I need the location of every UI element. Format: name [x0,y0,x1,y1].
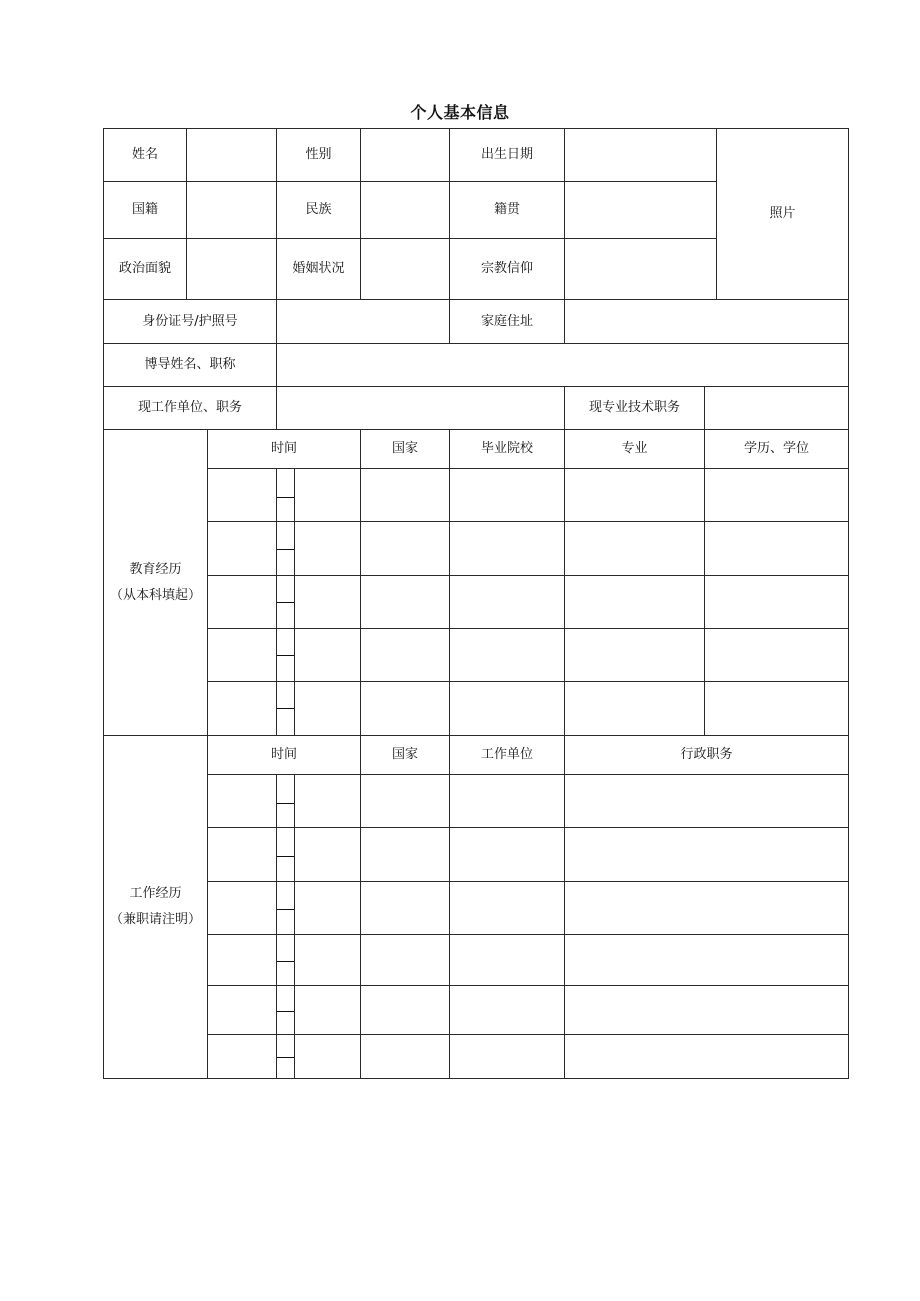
work-row-4-country-field[interactable] [361,935,449,985]
work-header-time: 时间 [270,747,297,762]
work-row-2-end-date-field[interactable] [295,828,360,881]
education-row-5-school-field[interactable] [450,682,564,735]
work-row-4-start-date-field[interactable] [208,935,276,985]
education-row-4-end-date-field[interactable] [295,629,360,681]
work-row-3-position-field[interactable] [565,882,848,934]
education-row-2-school-field[interactable] [450,522,564,575]
education-row-2-end-date-field[interactable] [295,522,360,575]
work-row-2-country-field[interactable] [361,828,449,881]
work-row-3-employer-field[interactable] [450,882,564,934]
education-row-1-major-field[interactable] [565,469,704,521]
education-header-major: 专业 [621,441,648,456]
supervisor-field[interactable] [277,344,848,386]
work-row-5-end-date-field[interactable] [295,986,360,1034]
education-row-3-country-field[interactable] [361,576,449,628]
work-row-2-start-date-field[interactable] [208,828,276,881]
current-title-label: 现专业技术职务 [588,400,680,415]
supervisor-label: 博导姓名、职称 [144,357,236,372]
work-row-5-country-field[interactable] [361,986,449,1034]
ethnicity-label: 民族 [305,202,332,217]
work-note: （兼职请注明） [109,912,201,927]
work-row-6-start-date-field[interactable] [208,1035,276,1078]
education-row-1-degree-field[interactable] [705,469,848,521]
nationality-field[interactable] [187,182,276,238]
gender-label: 性别 [305,147,332,162]
education-row-2-country-field[interactable] [361,522,449,575]
work-row-3-start-date-field[interactable] [208,882,276,934]
photo-label: 照片 [769,206,796,221]
education-header-time: 时间 [270,441,297,456]
education-row-1-school-field[interactable] [450,469,564,521]
work-row-5-position-field[interactable] [565,986,848,1034]
education-row-1-country-field[interactable] [361,469,449,521]
work-header-position: 行政职务 [680,747,733,762]
home-address-field[interactable] [565,300,848,343]
education-row-3-major-field[interactable] [565,576,704,628]
work-header-country: 国家 [391,747,418,762]
education-section-label [104,430,207,735]
education-row-2-degree-field[interactable] [705,522,848,575]
education-header-school: 毕业院校 [480,441,533,456]
work-row-1-start-date-field[interactable] [208,775,276,827]
work-row-6-end-date-field[interactable] [295,1035,360,1078]
education-row-4-major-field[interactable] [565,629,704,681]
education-row-4-school-field[interactable] [450,629,564,681]
education-row-4-start-date-field[interactable] [208,629,276,681]
native-place-label: 籍贯 [493,202,520,217]
education-row-5-end-date-field[interactable] [295,682,360,735]
education-header-country: 国家 [391,441,418,456]
work-row-3-country-field[interactable] [361,882,449,934]
birthdate-label: 出生日期 [480,147,533,162]
education-title: 教育经历 [129,561,182,577]
name-label: 姓名 [131,147,158,162]
education-row-3-end-date-field[interactable] [295,576,360,628]
political-status-label: 政治面貌 [118,261,171,276]
marital-status-label: 婚姻状况 [292,261,345,276]
religion-label: 宗教信仰 [480,261,533,276]
work-row-4-employer-field[interactable] [450,935,564,985]
education-row-2-major-field[interactable] [565,522,704,575]
gender-field[interactable] [361,129,449,181]
work-row-4-end-date-field[interactable] [295,935,360,985]
education-row-4-degree-field[interactable] [705,629,848,681]
work-row-5-start-date-field[interactable] [208,986,276,1034]
education-row-3-degree-field[interactable] [705,576,848,628]
education-row-3-school-field[interactable] [450,576,564,628]
work-row-4-position-field[interactable] [565,935,848,985]
political-status-field[interactable] [187,239,276,299]
work-row-1-employer-field[interactable] [450,775,564,827]
work-row-2-position-field[interactable] [565,828,848,881]
education-note: （从本科填起） [109,587,201,603]
id-passport-label: 身份证号/护照号 [142,313,238,329]
work-row-2-employer-field[interactable] [450,828,564,881]
education-header-degree: 学历、学位 [743,441,809,456]
work-row-5-employer-field[interactable] [450,986,564,1034]
work-row-1-country-field[interactable] [361,775,449,827]
home-address-label: 家庭住址 [480,313,533,329]
education-row-5-country-field[interactable] [361,682,449,735]
work-header-employer: 工作单位 [480,747,533,762]
education-row-5-degree-field[interactable] [705,682,848,735]
photo-box[interactable] [717,129,848,299]
id-passport-field[interactable] [277,300,449,343]
marital-status-field[interactable] [361,239,449,299]
ethnicity-field[interactable] [361,182,449,238]
birthdate-field[interactable] [565,129,716,181]
native-place-field[interactable] [565,182,716,238]
religion-field[interactable] [565,239,716,299]
work-section-label [104,736,207,1078]
education-row-5-major-field[interactable] [565,682,704,735]
work-row-1-position-field[interactable] [565,775,848,827]
education-row-5-start-date-field[interactable] [208,682,276,735]
work-title: 工作经历 [129,886,182,901]
nationality-label: 国籍 [131,202,158,217]
current-employer-field[interactable] [277,387,564,429]
education-row-2-start-date-field[interactable] [208,522,276,575]
education-row-1-start-date-field[interactable] [208,469,276,521]
name-field[interactable] [187,129,276,181]
form-title: 个人基本信息 [410,103,510,122]
education-row-1-end-date-field[interactable] [295,469,360,521]
work-row-6-country-field[interactable] [361,1035,449,1078]
education-row-4-country-field[interactable] [361,629,449,681]
work-row-6-position-field[interactable] [565,1035,848,1078]
current-employer-label: 现工作单位、职务 [137,400,242,415]
education-row-3-start-date-field[interactable] [208,576,276,628]
work-row-6-employer-field[interactable] [450,1035,564,1078]
work-row-3-end-date-field[interactable] [295,882,360,934]
current-title-field[interactable] [705,387,848,429]
work-row-1-end-date-field[interactable] [295,775,360,827]
